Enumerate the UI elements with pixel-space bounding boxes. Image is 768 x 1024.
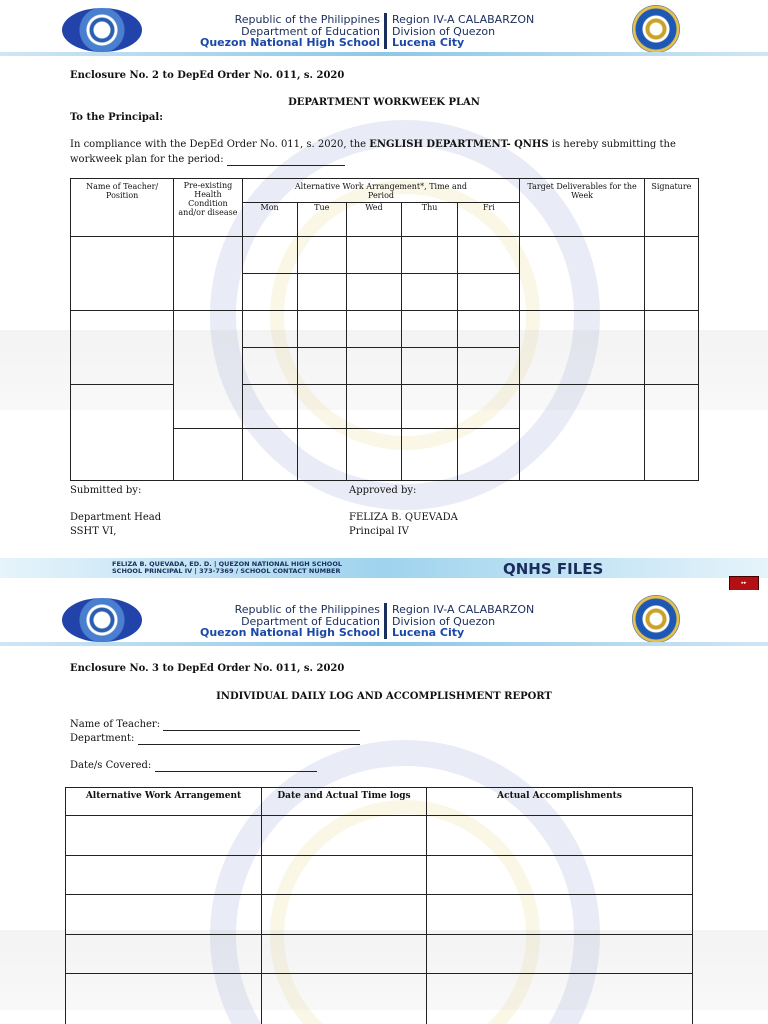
table-cell[interactable] bbox=[402, 429, 458, 481]
submitter-position: SSHT VI, bbox=[70, 526, 117, 537]
department-line bbox=[70, 733, 360, 745]
letterhead-left bbox=[170, 14, 380, 49]
table-cell[interactable] bbox=[346, 429, 401, 481]
footer-line-2: SCHOOL PRINCIPAL IV | 373-7369 / SCHOOL CONTACT NUMBER bbox=[112, 567, 341, 575]
salutation: To the Principal: bbox=[70, 112, 163, 123]
date-covered-blank[interactable] bbox=[155, 760, 317, 772]
document-title: INDIVIDUAL DAILY LOG AND ACCOMPLISHMENT REPORT bbox=[216, 691, 552, 702]
table-cell[interactable] bbox=[71, 237, 174, 311]
letterhead-division: Division of Quezon bbox=[392, 614, 496, 628]
letterhead bbox=[0, 590, 768, 648]
viewer-button[interactable]: ▸▸ bbox=[729, 576, 759, 591]
table-cell[interactable] bbox=[458, 429, 520, 481]
table-cell[interactable] bbox=[71, 311, 174, 385]
letterhead-right bbox=[392, 604, 592, 639]
table-cell[interactable] bbox=[242, 429, 297, 481]
footer-brand: QNHS FILES bbox=[503, 560, 604, 578]
table-cell[interactable] bbox=[297, 311, 346, 348]
table-cell[interactable] bbox=[242, 237, 297, 274]
header-day-mon: Mon bbox=[242, 203, 297, 237]
period-label: workweek plan for the period: bbox=[70, 154, 224, 165]
header-health-condition: Pre-existing Health Condition and/or disease bbox=[174, 179, 242, 237]
table-cell[interactable] bbox=[644, 311, 698, 385]
letterhead-republic: Republic of the Philippines bbox=[234, 13, 380, 26]
table-cell[interactable] bbox=[66, 974, 262, 1024]
table-cell[interactable] bbox=[297, 274, 346, 311]
table-cell[interactable] bbox=[66, 895, 262, 935]
footer-line-1: FELIZA B. QUEVADA, ED. D. | QUEZON NATIONAL HIGH SCHOOL bbox=[112, 560, 342, 568]
school-seal-icon bbox=[62, 8, 142, 52]
table-cell[interactable] bbox=[242, 274, 297, 311]
header-work-arrangement: Alternative Work Arrangement*, Time and Period bbox=[242, 179, 520, 203]
letterhead-region: Region IV-A CALABARZON bbox=[392, 603, 535, 616]
table-cell[interactable] bbox=[402, 385, 458, 429]
letterhead-divider bbox=[384, 603, 387, 639]
letterhead-school: Quezon National High School bbox=[199, 626, 380, 639]
table-cell[interactable] bbox=[242, 348, 297, 385]
table-cell[interactable] bbox=[427, 895, 693, 935]
letterhead-right bbox=[392, 14, 592, 49]
table-cell[interactable] bbox=[262, 895, 427, 935]
letterhead-rule bbox=[0, 52, 768, 56]
period-line bbox=[70, 154, 345, 166]
table-cell[interactable] bbox=[346, 237, 401, 274]
table-cell[interactable] bbox=[346, 311, 401, 348]
date-covered-line bbox=[70, 760, 317, 772]
document-title: DEPARTMENT WORKWEEK PLAN bbox=[288, 97, 480, 108]
school-seal-icon bbox=[62, 598, 142, 642]
table-cell[interactable] bbox=[242, 385, 297, 429]
letterhead-republic: Republic of the Philippines bbox=[234, 603, 380, 616]
letterhead-deped: Department of Education bbox=[241, 614, 380, 628]
submitter-name: Department Head bbox=[70, 512, 162, 523]
header-day-fri: Fri bbox=[458, 203, 520, 237]
table-cell[interactable] bbox=[66, 856, 262, 895]
table-cell[interactable] bbox=[458, 237, 520, 274]
table-cell[interactable] bbox=[427, 816, 693, 856]
teacher-name-label: Name of Teacher: bbox=[70, 719, 161, 730]
body-paragraph bbox=[70, 139, 698, 150]
workweek-table bbox=[70, 178, 699, 481]
letterhead-deped: Department of Education bbox=[241, 24, 380, 38]
letterhead-divider bbox=[384, 13, 387, 49]
table-cell[interactable] bbox=[402, 237, 458, 274]
table-cell[interactable] bbox=[346, 385, 401, 429]
table-cell[interactable] bbox=[262, 856, 427, 895]
enclosure-label: Enclosure No. 3 to DepEd Order No. 011, s. 2020 bbox=[70, 663, 345, 674]
table-cell[interactable] bbox=[520, 385, 644, 481]
table-cell[interactable] bbox=[427, 974, 693, 1024]
table-cell[interactable] bbox=[427, 856, 693, 895]
table-cell[interactable] bbox=[458, 348, 520, 385]
header-date-time-logs: Date and Actual Time logs bbox=[262, 788, 427, 816]
table-cell[interactable] bbox=[644, 237, 698, 311]
header-day-thu: Thu bbox=[402, 203, 458, 237]
body-text-pre: In compliance with the DepEd Order No. 011, s. 2020, the bbox=[70, 139, 370, 150]
table-cell[interactable] bbox=[262, 816, 427, 856]
table-cell[interactable] bbox=[346, 274, 401, 311]
table-cell[interactable] bbox=[520, 311, 644, 385]
page-2 bbox=[0, 590, 768, 1024]
letterhead-region: Region IV-A CALABARZON bbox=[392, 13, 535, 26]
table-cell[interactable] bbox=[644, 385, 698, 481]
letterhead bbox=[0, 0, 768, 58]
department-blank[interactable] bbox=[138, 733, 360, 745]
header-name-position: Name of Teacher/ Position bbox=[71, 179, 174, 237]
table-cell[interactable] bbox=[520, 237, 644, 311]
letterhead-left bbox=[170, 604, 380, 639]
table-cell[interactable] bbox=[402, 348, 458, 385]
table-cell[interactable] bbox=[66, 816, 262, 856]
table-cell[interactable] bbox=[71, 385, 174, 481]
header-accomplishments: Actual Accomplishments bbox=[427, 788, 693, 816]
table-cell[interactable] bbox=[66, 935, 262, 974]
approver-position: Principal IV bbox=[349, 526, 409, 537]
header-day-wed: Wed bbox=[346, 203, 401, 237]
period-blank[interactable] bbox=[227, 154, 345, 166]
submitted-by-label: Submitted by: bbox=[70, 485, 142, 496]
page-gap bbox=[0, 578, 768, 590]
table-cell[interactable] bbox=[297, 348, 346, 385]
header-target-deliverables: Target Deliverables for the Week bbox=[520, 179, 644, 237]
teacher-name-line bbox=[70, 719, 360, 731]
letterhead-division: Division of Quezon bbox=[392, 24, 496, 38]
table-cell[interactable] bbox=[458, 311, 520, 348]
table-cell[interactable] bbox=[297, 385, 346, 429]
table-cell[interactable] bbox=[242, 311, 297, 348]
header-signature: Signature bbox=[644, 179, 698, 237]
body-text-post: is hereby submitting the bbox=[548, 139, 676, 150]
letterhead-school: Quezon National High School bbox=[199, 36, 380, 49]
letterhead-city: Lucena City bbox=[392, 626, 465, 639]
table-cell[interactable] bbox=[174, 429, 242, 481]
table-cell[interactable] bbox=[297, 429, 346, 481]
table-cell[interactable] bbox=[262, 974, 427, 1024]
table-cell[interactable] bbox=[458, 274, 520, 311]
table-cell[interactable] bbox=[346, 348, 401, 385]
table-cell[interactable] bbox=[427, 935, 693, 974]
enclosure-label: Enclosure No. 2 to DepEd Order No. 011, s. 2020 bbox=[70, 70, 345, 81]
department-label: Department: bbox=[70, 733, 135, 744]
table-cell[interactable] bbox=[402, 311, 458, 348]
deped-seal-icon bbox=[632, 5, 680, 53]
header-work-arrangement: Alternative Work Arrangement bbox=[66, 788, 262, 816]
date-covered-label: Date/s Covered: bbox=[70, 760, 152, 771]
table-cell[interactable] bbox=[174, 311, 242, 429]
letterhead-city: Lucena City bbox=[392, 36, 465, 49]
table-cell[interactable] bbox=[402, 274, 458, 311]
table-cell[interactable] bbox=[174, 237, 242, 311]
deped-seal-icon bbox=[632, 595, 680, 643]
department-name: ENGLISH DEPARTMENT- QNHS bbox=[369, 139, 549, 150]
daily-log-table bbox=[65, 787, 693, 1024]
teacher-name-blank[interactable] bbox=[163, 719, 360, 731]
header-day-tue: Tue bbox=[297, 203, 346, 237]
approved-by-label: Approved by: bbox=[349, 485, 417, 496]
approver-name: FELIZA B. QUEVADA bbox=[349, 512, 458, 523]
table-cell[interactable] bbox=[297, 237, 346, 274]
letterhead-rule bbox=[0, 642, 768, 646]
table-cell[interactable] bbox=[458, 385, 520, 429]
table-cell[interactable] bbox=[262, 935, 427, 974]
